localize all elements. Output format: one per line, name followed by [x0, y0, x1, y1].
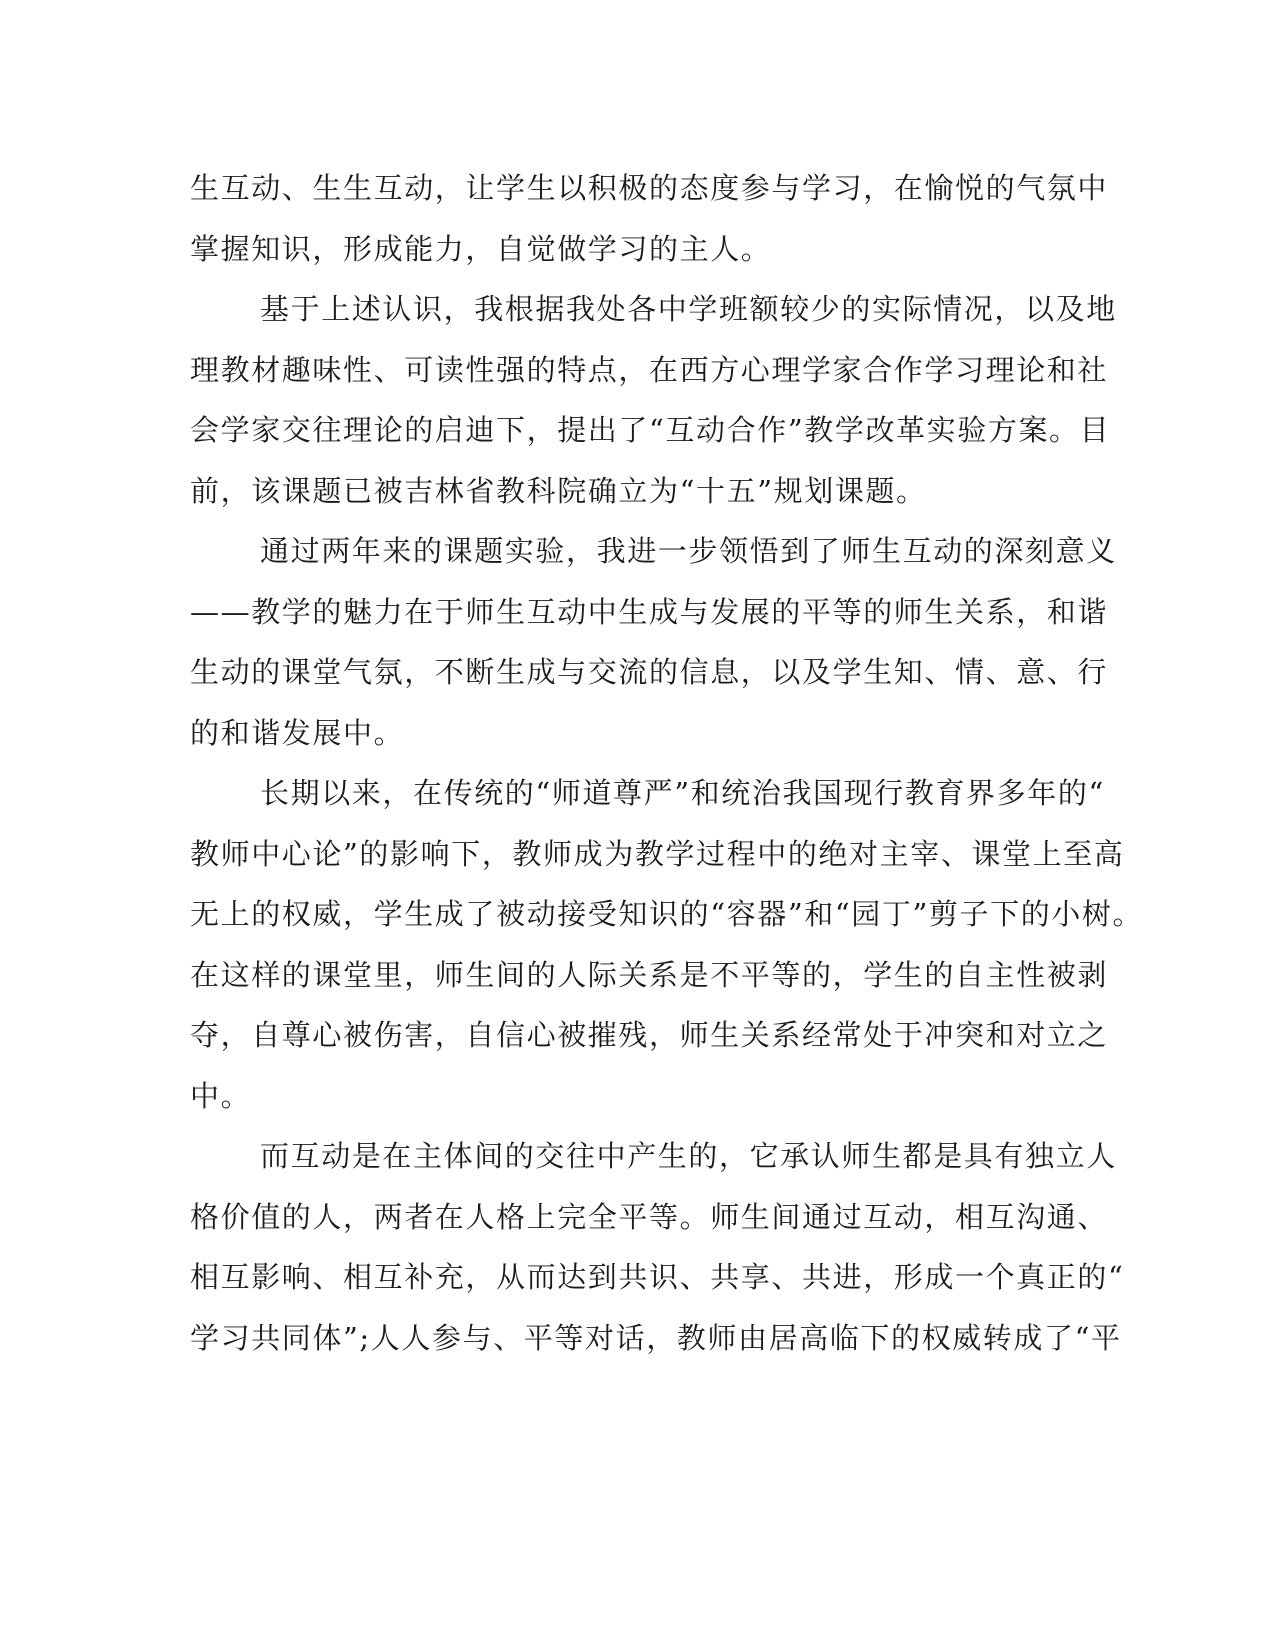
text-line: 会学家交往理论的启迪下，提出了“互动合作”教学改革实验方案。目: [190, 413, 1111, 447]
text-line: 生互动、生生互动，让学生以积极的态度参与学习，在愉悦的气氛中: [190, 171, 1109, 205]
text-line: 相互影响、相互补充，从而达到共识、共享、共进，形成一个真正的“: [190, 1260, 1125, 1294]
text-line: 教师中心论”的影响下，教师成为教学过程中的绝对主宰、课堂上至高: [190, 836, 1125, 871]
text-line: 格价值的人，两者在人格上完全平等。师生间通过互动，相互沟通、: [190, 1199, 1109, 1234]
text-line: 无上的权威，学生成了被动接受知识的“容器”和“园丁”剪子下的小树。: [190, 897, 1144, 931]
text-line: 夺，自尊心被伤害，自信心被摧残，师生关系经常处于冲突和对立之: [190, 1018, 1109, 1052]
text-line: 理教材趣味性、可读性强的特点，在西方心理学家合作学习理论和社: [190, 352, 1109, 387]
text-line: 的和谐发展中。: [190, 715, 405, 750]
paragraph: [190, 279, 1117, 521]
text-line: 中。: [190, 1078, 252, 1113]
paragraph: [190, 1126, 1125, 1368]
document-body: [190, 158, 1144, 1368]
text-line: 学习共同体”;人人参与、平等对话，教师由居高临下的权威转成了“平: [190, 1320, 1122, 1355]
text-line: 在这样的课堂里，师生间的人际关系是不平等的，学生的自主性被剥: [190, 957, 1109, 992]
paragraph: [190, 521, 1117, 763]
text-line: 基于上述认识，我根据我处各中学班额较少的实际情况，以及地: [260, 292, 1117, 326]
text-line: 掌握知识，形成能力，自觉做学习的主人。: [190, 231, 772, 266]
text-line: 长期以来，在传统的“师道尊严”和统治我国现行教育界多年的“: [260, 776, 1105, 810]
text-line: 通过两年来的课题实验，我进一步领悟到了师生互动的深刻意义: [260, 534, 1117, 568]
paragraph: [190, 763, 1144, 1126]
text-line: 前，该课题已被吉林省教科院确立为“十五”规划课题。: [190, 473, 927, 508]
text-line: 生动的课堂气氛，不断生成与交流的信息，以及学生知、情、意、行: [190, 655, 1109, 689]
paragraph: [190, 158, 1109, 279]
text-line: 而互动是在主体间的交往中产生的，它承认师生都是具有独立人: [260, 1139, 1117, 1173]
text-line: ——教学的魅力在于师生互动中生成与发展的平等的师生关系，和谐: [190, 594, 1109, 629]
